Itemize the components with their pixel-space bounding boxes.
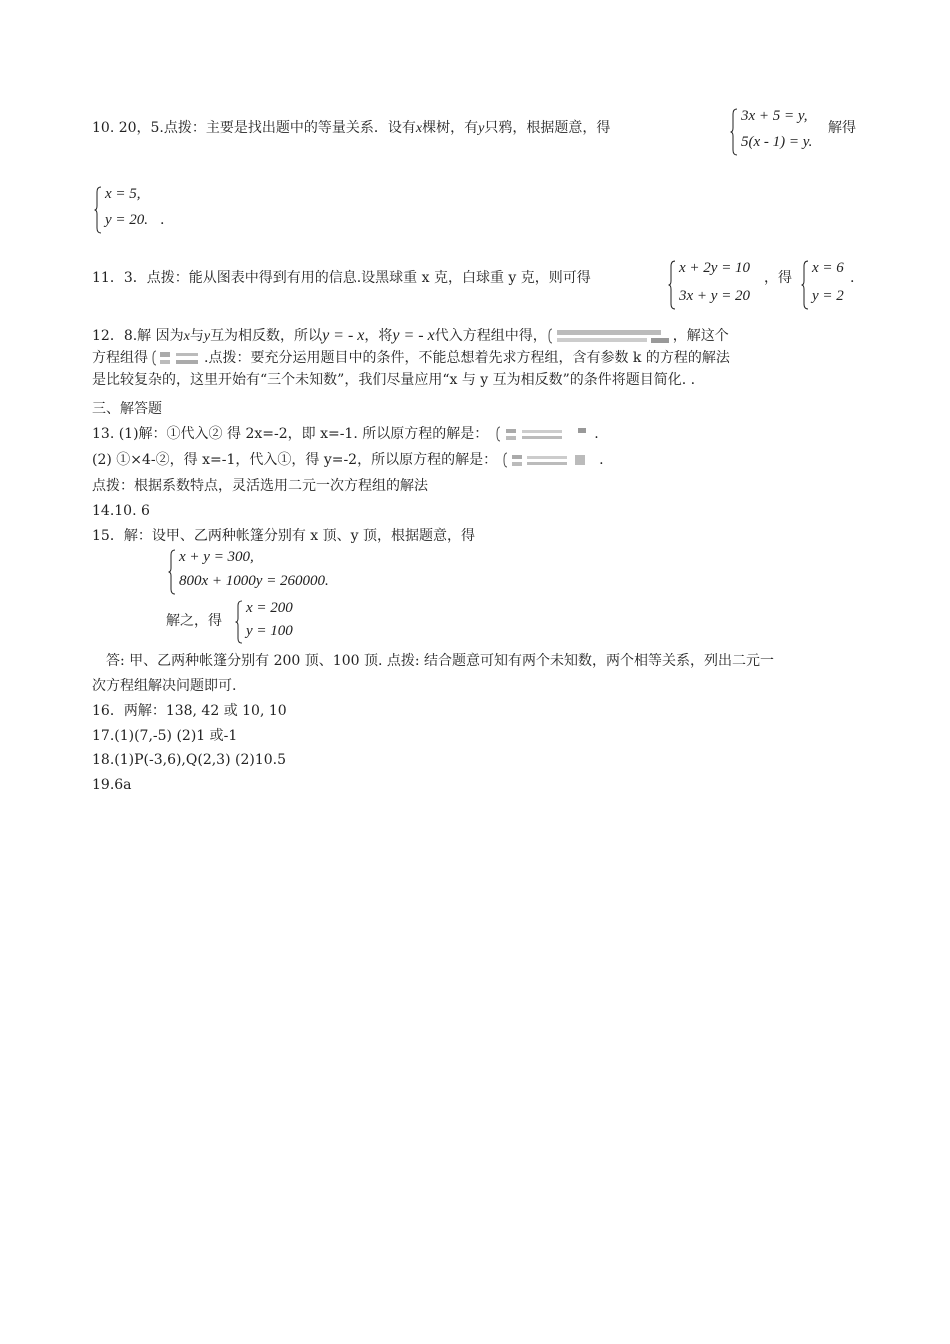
q16-line: 16．两解：138, 42 或 10, 10 (92, 703, 287, 719)
q13-text-1: 13. (1)解：①代入② 得 2x=-2，即 x=-1. 所以原方程的解是： (92, 426, 489, 442)
q12-text-line2b: .点拨：要充分运用题目中的条件，不能总想着先求方程组，含有参数 k 的方程的解法 (204, 350, 730, 366)
brace-icon (801, 260, 809, 310)
q10-sol-row-2: y = 20. (105, 212, 149, 228)
q11-end: . (850, 270, 855, 286)
q10-eq-row-2: 5(x - 1) = y. (741, 134, 813, 150)
q15-solution (235, 600, 315, 644)
q10-end: . (160, 212, 165, 228)
q12-var-x: x (183, 329, 190, 344)
q12-line-2 (92, 348, 730, 368)
brace-icon (668, 260, 676, 310)
q10-mid1: 棵树，有 (422, 120, 479, 136)
q13-garbled-solution-2 (497, 451, 599, 469)
q12-text-f: ，解这个 (672, 328, 729, 344)
q11-equation-system (668, 260, 768, 310)
q11-solution (801, 260, 851, 310)
q12-var-y: y (203, 329, 211, 344)
q10-mid2: 只鸦，根据题意，得 (484, 120, 611, 136)
q12-text-a: 12．8.解 因为 (92, 328, 184, 344)
q12-text-e: 代入方程组中得， (434, 328, 547, 344)
q11-sol-row-2: y = 2 (812, 288, 844, 304)
q10-suffix: 解得 (828, 120, 856, 136)
q10-var-y: y (478, 121, 485, 136)
q15-eq-row-2: 800x + 1000y = 260000. (179, 573, 329, 589)
q13-line-2 (92, 450, 604, 470)
q13-line-1 (92, 424, 599, 444)
q15-solve-label: 解之，得 (166, 613, 222, 629)
q10-prefix: 10. 20，5.点拨：主要是找出题中的等量关系．设有 (92, 120, 416, 136)
q12-text-line2a: 方程组得 (92, 350, 148, 366)
brace-icon (730, 108, 738, 156)
q13-end-1: . (594, 426, 599, 442)
q11-eq-row-2: 3x + y = 20 (679, 288, 751, 304)
q14-line: 14.10. 6 (92, 503, 150, 519)
brace-icon (168, 549, 176, 595)
q12-line-3: 是比较复杂的，这里开始有“三个未知数”，我们尽量应用“x 与 y 互为相反数”的条件将题目简化. . (92, 372, 696, 388)
q11-mid: ，得 (764, 270, 792, 286)
q11-eq-row-1: x + 2y = 10 (679, 260, 751, 276)
q15-answer-2: 次方程组解决问题即可. (92, 678, 237, 694)
q12-eq-1: y = - x (322, 327, 365, 344)
q17-line: 17.(1)(7,-5) (2)1 或-1 (92, 728, 238, 744)
q10-sol-row-1: x = 5, (105, 186, 141, 202)
q13-garbled-solution-1 (488, 425, 594, 443)
q12-eq-2: y = - x (392, 327, 435, 344)
q12-text-c: 互为相反数，所以 (210, 328, 323, 344)
q12-garbled-system (547, 327, 673, 345)
q11-sol-row-1: x = 6 (812, 260, 844, 276)
q12-text-d: ，将 (364, 328, 393, 344)
q12-garbled-solution (148, 349, 204, 367)
q18-line: 18.(1)P(-3,6),Q(2,3) (2)10.5 (92, 752, 287, 768)
brace-icon (235, 600, 243, 644)
q10-eq-row-1: 3x + 5 = y, (741, 108, 808, 124)
q10-line (92, 118, 610, 139)
q13-line-3: 点拨：根据系数特点，灵活选用二元一次方程组的解法 (92, 478, 428, 494)
q12-text-b: 与 (189, 328, 204, 344)
q15-equation-system (168, 549, 368, 595)
q15-sol-row-1: x = 200 (246, 600, 293, 616)
q12-line-1 (92, 326, 729, 347)
q11-text: 11．3．点拨：能从图表中得到有用的信息.设黑球重 x 克，白球重 y 克，则可得 (92, 270, 591, 286)
q13-end-2: . (599, 452, 604, 468)
q15-sol-row-2: y = 100 (246, 623, 293, 639)
q19-line: 19.6a (92, 777, 132, 793)
q15-line-1: 15．解：设甲、乙两种帐篷分别有 x 顶、y 顶，根据题意，得 (92, 528, 475, 544)
q13-text-2: (2) ①×4-②，得 x=-1，代入①，得 y=-2，所以原方程的解是： (92, 452, 498, 468)
brace-icon (94, 186, 102, 234)
q15-answer-1: 答: 甲、乙两种帐篷分别有 200 顶、100 顶. 点拨: 结合题意可知有两个未知数，两个相等关系，列出二元一 (106, 653, 775, 669)
section-heading: 三、解答题 (92, 401, 162, 417)
q10-equation-system (730, 108, 830, 156)
q10-var-x: x (415, 121, 423, 136)
q15-eq-row-1: x + y = 300, (179, 549, 254, 565)
